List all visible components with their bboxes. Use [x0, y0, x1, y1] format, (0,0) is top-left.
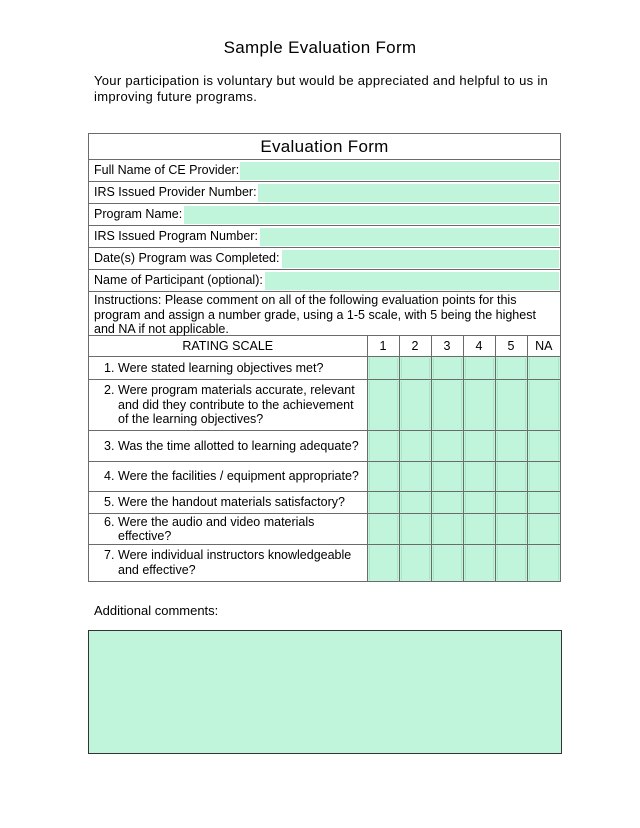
participant-name-input[interactable]	[265, 272, 559, 290]
rating-cell-5[interactable]	[495, 380, 527, 431]
rating-cell-3[interactable]	[431, 357, 463, 380]
program-number-input[interactable]	[260, 228, 559, 246]
question-row	[89, 545, 560, 581]
question-text: Was the time allotted to learning adequate?	[118, 438, 359, 453]
question-row	[89, 357, 560, 380]
question-number: 4.	[104, 469, 115, 484]
evaluation-form	[88, 133, 561, 582]
program-name-input[interactable]	[184, 206, 559, 224]
rating-cell-na[interactable]	[527, 431, 560, 462]
rating-cell-4[interactable]	[463, 492, 495, 514]
question-cell	[89, 357, 367, 380]
question-number: 3.	[104, 438, 115, 453]
rating-cell-na[interactable]	[527, 357, 560, 380]
field-row-program-number	[89, 226, 560, 248]
rating-cell-5[interactable]	[495, 492, 527, 514]
field-label: IRS Issued Provider Number:	[94, 185, 257, 199]
field-label: IRS Issued Program Number:	[94, 229, 258, 243]
question-cell	[89, 492, 367, 514]
rating-cell-1[interactable]	[367, 431, 399, 462]
scale-header-na: NA	[527, 336, 560, 357]
rating-cell-5[interactable]	[495, 514, 527, 545]
rating-cell-2[interactable]	[399, 357, 431, 380]
rating-cell-2[interactable]	[399, 431, 431, 462]
rating-cell-5[interactable]	[495, 357, 527, 380]
scale-header-1: 1	[367, 336, 399, 357]
rating-cell-1[interactable]	[367, 545, 399, 581]
rating-cell-3[interactable]	[431, 431, 463, 462]
question-text: Were individual instructors knowledgeable and effective?	[118, 548, 352, 577]
question-text: Were the audio and video materials effective?	[118, 514, 315, 543]
field-row-provider-name	[89, 160, 560, 182]
question-text: Were program materials accurate, relevant and did they contribute to the achievement of the learning objectives?	[118, 383, 355, 427]
question-number: 2.	[104, 383, 115, 398]
rating-cell-5[interactable]	[495, 545, 527, 581]
field-row-participant-name	[89, 270, 560, 292]
form-title: Evaluation Form	[89, 134, 560, 160]
scale-header-3: 3	[431, 336, 463, 357]
rating-cell-2[interactable]	[399, 462, 431, 492]
question-row	[89, 380, 560, 431]
instructions-text: Instructions: Please comment on all of the following evaluation points for this program and assign a number grade, using a 1-5 scale, with 5 being the highest and NA if not applicable.	[89, 292, 560, 336]
field-row-program-name	[89, 204, 560, 226]
rating-cell-3[interactable]	[431, 462, 463, 492]
field-label: Full Name of CE Provider:	[94, 163, 240, 177]
question-row	[89, 514, 560, 545]
rating-cell-2[interactable]	[399, 380, 431, 431]
rating-cell-1[interactable]	[367, 492, 399, 514]
comments-textarea[interactable]	[88, 630, 562, 754]
field-row-provider-number	[89, 182, 560, 204]
question-number: 1.	[104, 360, 115, 375]
rating-table	[89, 336, 560, 581]
rating-cell-2[interactable]	[399, 545, 431, 581]
scale-header-5: 5	[495, 336, 527, 357]
date-completed-input[interactable]	[282, 250, 559, 268]
provider-name-input[interactable]	[240, 162, 559, 180]
rating-header-row	[89, 336, 560, 357]
rating-cell-4[interactable]	[463, 380, 495, 431]
rating-cell-4[interactable]	[463, 357, 495, 380]
rating-cell-4[interactable]	[463, 545, 495, 581]
rating-cell-2[interactable]	[399, 492, 431, 514]
field-label: Name of Participant (optional):	[94, 273, 263, 287]
rating-cell-5[interactable]	[495, 431, 527, 462]
question-text: Were the handout materials satisfactory?	[118, 495, 345, 510]
rating-cell-4[interactable]	[463, 462, 495, 492]
rating-scale-header: RATING SCALE	[89, 336, 367, 357]
rating-cell-3[interactable]	[431, 492, 463, 514]
question-cell	[89, 514, 367, 545]
intro-text: Your participation is voluntary but would be appreciated and helpful to us in improving future programs.	[94, 73, 549, 104]
question-number: 6.	[104, 514, 115, 529]
rating-cell-3[interactable]	[431, 514, 463, 545]
field-label: Program Name:	[94, 207, 183, 221]
rating-cell-5[interactable]	[495, 462, 527, 492]
field-row-date-completed	[89, 248, 560, 270]
rating-cell-1[interactable]	[367, 462, 399, 492]
question-text: Were the facilities / equipment appropriate?	[118, 469, 359, 484]
provider-number-input[interactable]	[258, 184, 559, 202]
rating-cell-1[interactable]	[367, 357, 399, 380]
question-cell	[89, 380, 367, 431]
question-cell	[89, 545, 367, 581]
scale-header-2: 2	[399, 336, 431, 357]
question-row	[89, 431, 560, 462]
rating-cell-1[interactable]	[367, 514, 399, 545]
rating-cell-na[interactable]	[527, 462, 560, 492]
field-label: Date(s) Program was Completed:	[94, 251, 280, 265]
question-number: 5.	[104, 495, 115, 510]
question-cell	[89, 431, 367, 462]
question-cell	[89, 462, 367, 492]
question-number: 7.	[104, 548, 115, 563]
rating-cell-3[interactable]	[431, 380, 463, 431]
question-row	[89, 462, 560, 492]
comments-label: Additional comments:	[94, 603, 219, 618]
rating-cell-4[interactable]	[463, 431, 495, 462]
rating-cell-2[interactable]	[399, 514, 431, 545]
scale-header-4: 4	[463, 336, 495, 357]
rating-cell-na[interactable]	[527, 514, 560, 545]
rating-cell-1[interactable]	[367, 380, 399, 431]
rating-cell-3[interactable]	[431, 545, 463, 581]
rating-cell-4[interactable]	[463, 514, 495, 545]
rating-cell-na[interactable]	[527, 492, 560, 514]
question-row	[89, 492, 560, 514]
rating-cell-na[interactable]	[527, 380, 560, 431]
document-title: Sample Evaluation Form	[223, 38, 417, 57]
rating-cell-na[interactable]	[527, 545, 560, 581]
question-text: Were stated learning objectives met?	[118, 360, 324, 375]
